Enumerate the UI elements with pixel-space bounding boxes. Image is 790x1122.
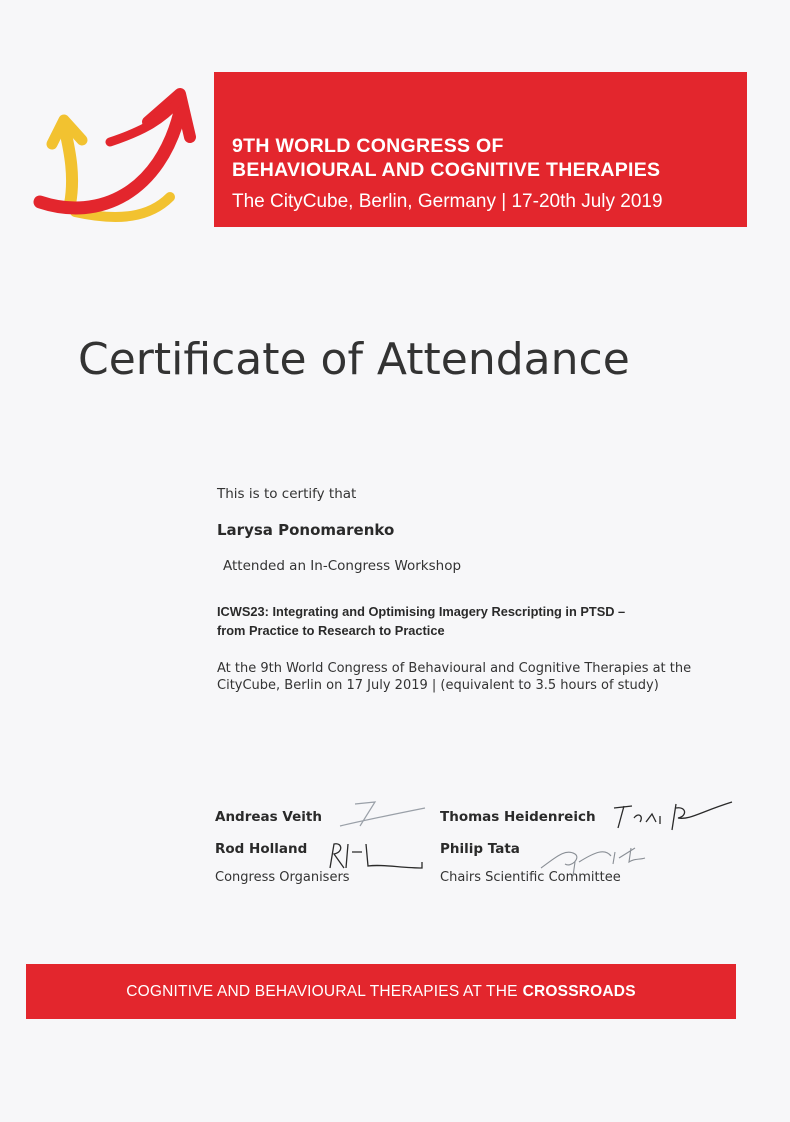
banner-line-2: BEHAVIOURAL AND COGNITIVE THERAPIES: [232, 159, 661, 181]
venue-line-1: At the 9th World Congress of Behavioural and Cognitive Therapies at the: [217, 661, 692, 676]
signatory-name: Thomas Heidenreich: [440, 809, 596, 825]
signature-heidenreich-icon: [610, 798, 740, 836]
signature-tata-icon: [535, 838, 650, 878]
workshop-title-line-2: from Practice to Research to Practice: [217, 623, 445, 638]
congress-banner: [214, 72, 747, 227]
footer-text: COGNITIVE AND BEHAVIOURAL THERAPIES AT THE: [126, 982, 518, 1000]
signatory-role: Chairs Scientific Committee: [440, 870, 621, 885]
signatory-role: Congress Organisers: [215, 870, 350, 885]
workshop-title: [217, 602, 737, 640]
venue-line-2: CityCube, Berlin on 17 July 2019 | (equivalent to 3.5 hours of study): [217, 678, 659, 693]
certify-text: This is to certify that: [217, 486, 357, 502]
footer-emphasis: CROSSROADS: [522, 982, 636, 1000]
signatory-name: Rod Holland: [215, 841, 308, 857]
signatory-name: Philip Tata: [440, 841, 520, 857]
arrows-logo-icon: [30, 82, 205, 232]
workshop-title-line-1: ICWS23: Integrating and Optimising Imagery Rescripting in PTSD –: [217, 604, 626, 619]
banner-line-1: 9TH WORLD CONGRESS OF: [232, 135, 504, 157]
footer-banner: [26, 964, 736, 1019]
attended-text: Attended an In-Congress Workshop: [223, 558, 462, 574]
signatory-name: Andreas Veith: [215, 809, 322, 825]
certificate-body: [217, 486, 737, 694]
certificate-title: Certificate of Attendance: [78, 334, 630, 385]
attendee-name: Larysa Ponomarenko: [217, 521, 395, 539]
banner-venue-date: The CityCube, Berlin, Germany | 17-20th July 2019: [232, 191, 663, 212]
signature-holland-icon: [322, 838, 427, 874]
venue-text: [217, 660, 737, 694]
signature-veith-icon: [335, 796, 430, 836]
